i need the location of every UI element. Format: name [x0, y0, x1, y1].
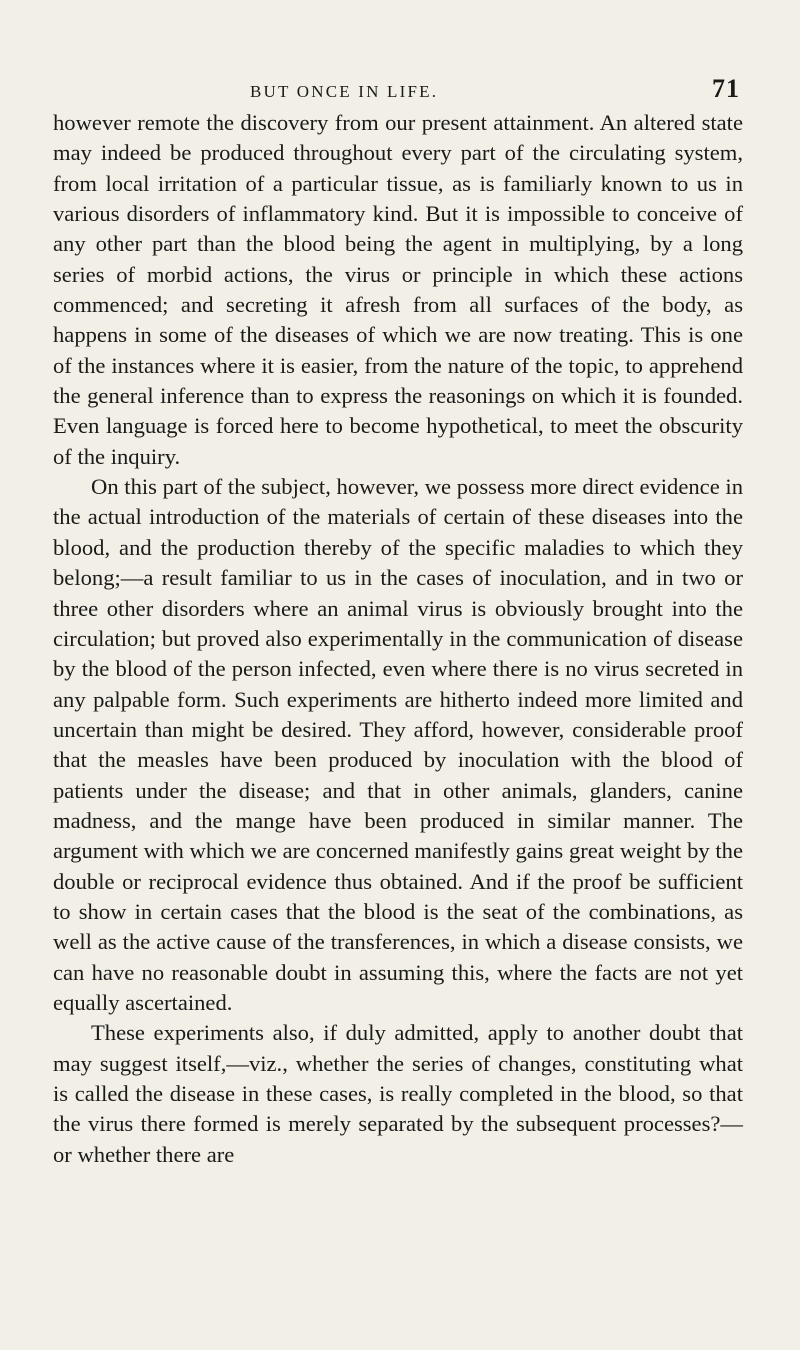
paragraph-continued: however remote the discovery from our present attainment. An altered state may indeed be produced throughout every part of the circulating system, from local irritation of a particular tissue, as is familiarly known to us in various disorders of inflammatory kind. But it is impossible to conceive of any other part than the blood being the agent in multiplying, by a long series of morbid actions, the virus or principle in which these actions commenced; and secreting it afresh from all surfaces of the body, as happens in some of the diseases of which we are now treating. This is one of the instances where it is easier, from the nature of the topic, to apprehend the general inference than to express the reasonings on which it is founded. Even language is forced here to become hypothetical, to meet the obscurity of the inquiry. [53, 110, 743, 469]
body-text [53, 108, 743, 1170]
running-head [230, 74, 740, 104]
paragraph: On this part of the subject, however, we possess more direct evidence in the actual introduction of the materials of certain of these diseases into the blood, and the production thereby of the specific maladies to which they belong;—a result familiar to us in the cases of inoculation, and in two or three other disorders where an animal virus is obviously brought into the circulation; but proved also experimentally in the communication of disease by the blood of the person infected, even where there is no virus secreted in any palpable form. Such experiments are hitherto indeed more limited and uncertain than might be desired. They afford, however, considerable proof that the measles have been produced by inoculation with the blood of patients under the disease; and that in other animals, glanders, canine madness, and the mange have been produced in similar manner. The argument with which we are concerned manifestly gains great weight by the double or reciprocal evidence thus obtained. And if the proof be sufficient to show in certain cases that the blood is the seat of the combinations, as well as the active cause of the transferences, in which a disease consists, we can have no reasonable doubt in assuming this, where the facts are not yet equally ascertained. [53, 474, 743, 1015]
running-title: BUT ONCE IN LIFE. [250, 82, 439, 101]
paragraph: These experiments also, if duly admitted, apply to another doubt that may suggest itself,—viz., whether the series of changes, constituting what is called the disease in these cases, is really completed in the blood, so that the virus there formed is merely separated by the subsequent processes?—or whether there are [53, 1020, 743, 1167]
page-number: 71 [712, 74, 740, 103]
